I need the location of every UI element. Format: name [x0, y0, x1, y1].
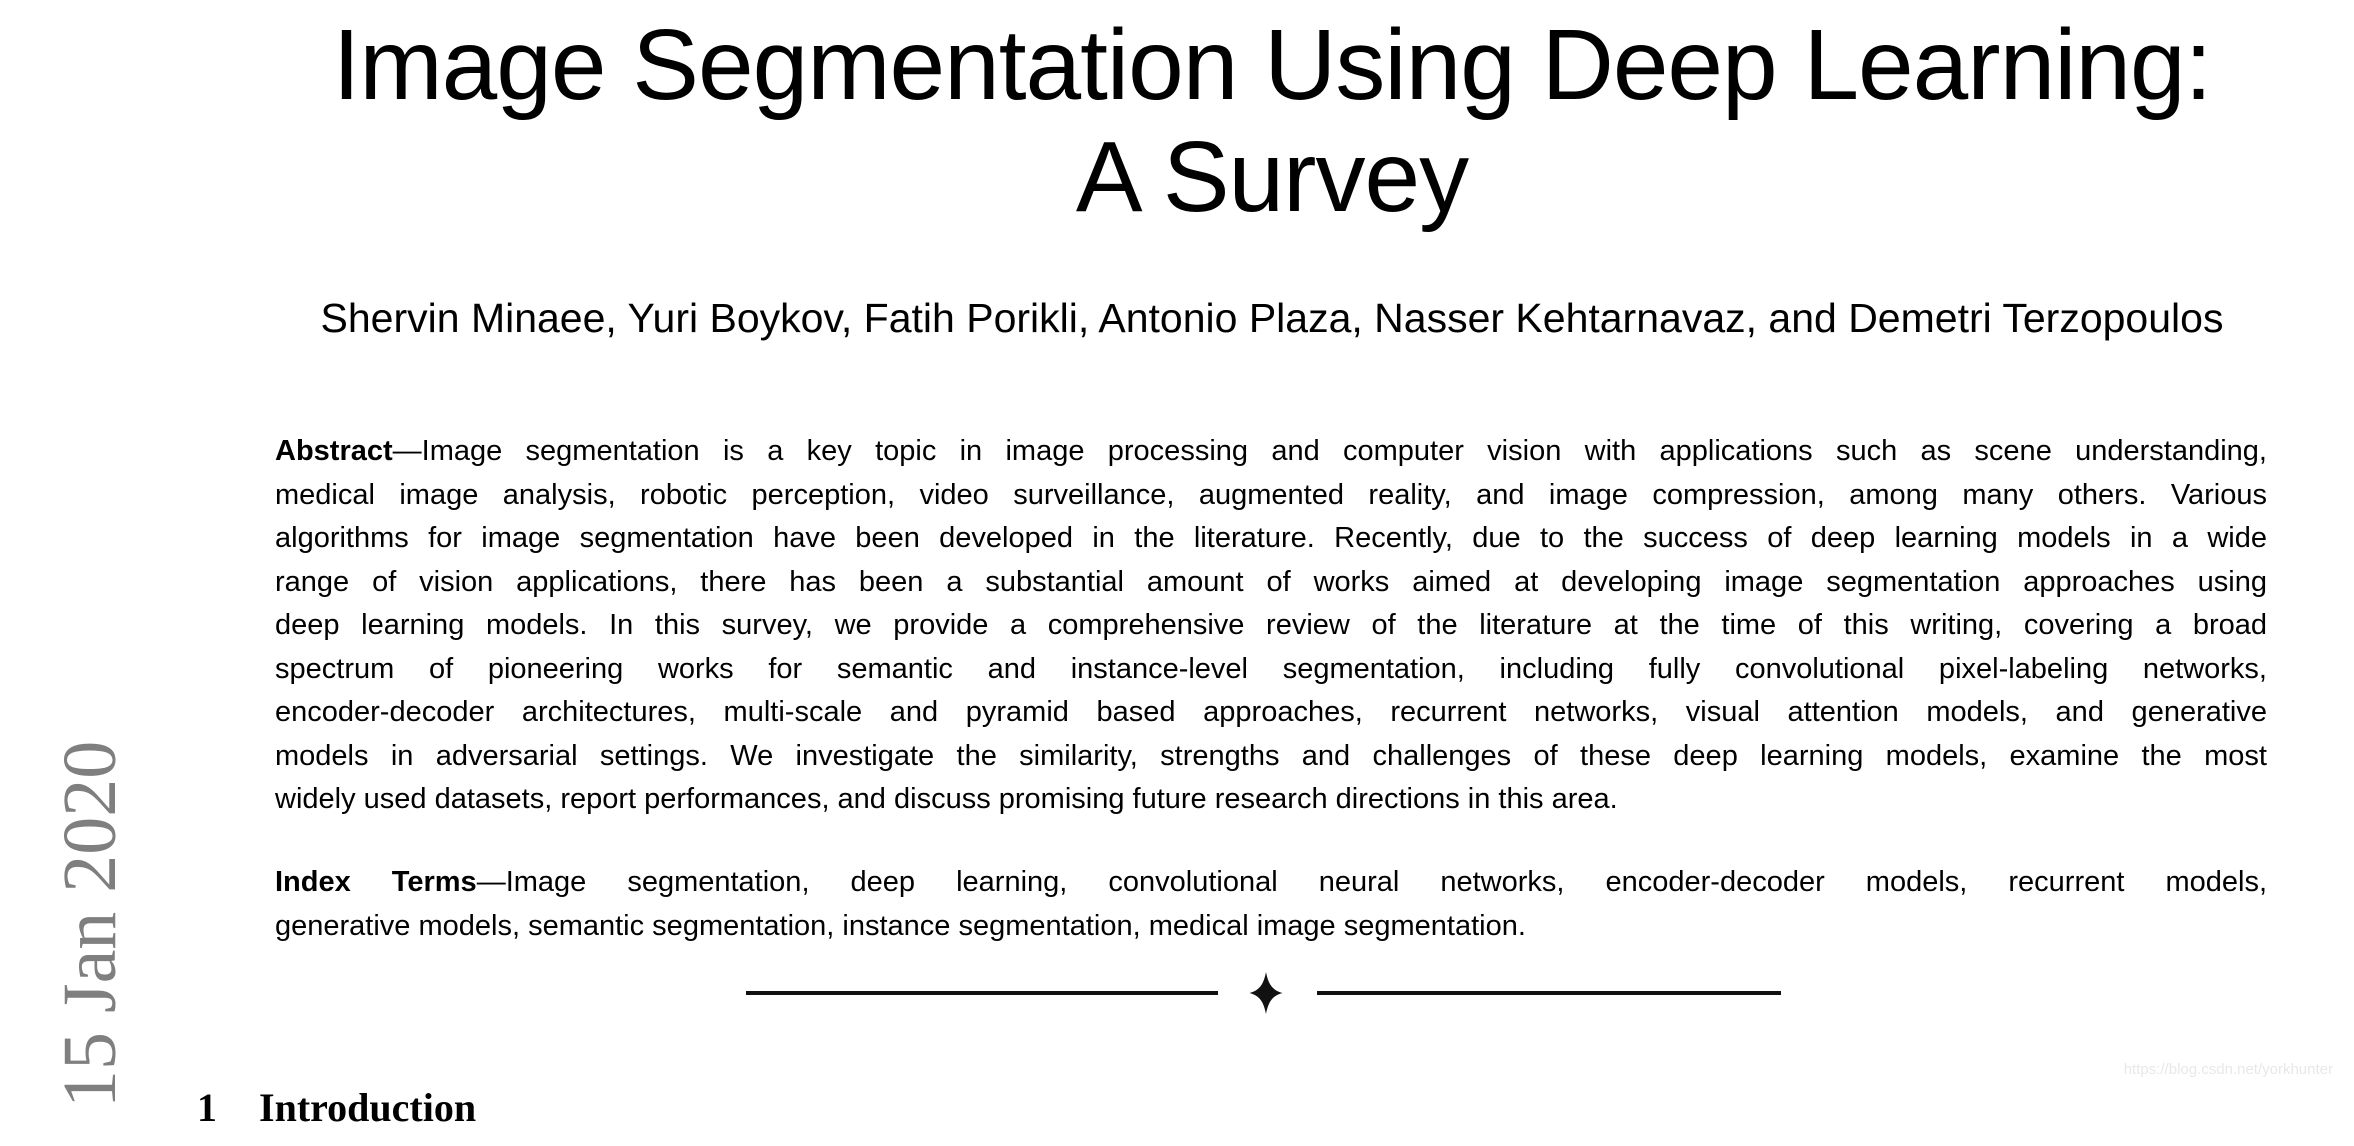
arxiv-date-stamp: 15 Jan 2020: [48, 740, 132, 1108]
abstract-line: widely used datasets, report performances, and discuss promising future research directions in this area.: [275, 783, 1618, 815]
abstract-line: models in adversarial settings. We investigate the similarity, strengths and challenges of these deep learning models, examine the most: [275, 739, 2267, 772]
paper-title-line1: Image Segmentation Using Deep Learning:: [332, 9, 2212, 121]
index-terms-line: generative models, semantic segmentation, instance segmentation, medical image segmentation.: [275, 909, 1526, 942]
abstract-line: algorithms for image segmentation have been developed in the literature. Recently, due to the success of deep learning models in a wide: [275, 522, 2267, 554]
next-section-number: 1: [197, 1085, 217, 1130]
next-section-word: Introduction: [259, 1085, 477, 1130]
abstract-label: Abstract: [275, 435, 393, 467]
paper-authors: Shervin Minaee, Yuri Boykov, Fatih Porikli, Antonio Plaza, Nasser Kehtarnavaz, and Demetri Terzopoulos: [320, 295, 2224, 341]
divider-rule-right: [1317, 991, 1781, 995]
abstract-line: medical image analysis, robotic perception, video surveillance, augmented reality, and image compression, among many others. Various: [275, 478, 2267, 511]
abstract-section: [275, 430, 2267, 822]
watermark-url: https://blog.csdn.net/yorkhunter: [2123, 1061, 2333, 1078]
abstract-line: encoder-decoder architectures, multi-scale and pyramid based approaches, recurrent networks, visual attention models, and generative: [275, 696, 2267, 728]
paper-title-line2: A Survey: [1075, 121, 1469, 233]
index-terms-label: Index Terms: [275, 866, 477, 898]
four-pointed-star-icon: [1248, 971, 1284, 1015]
index-terms-line: Index Terms—Image segmentation, deep learning, convolutional neural networks, encoder-decoder models, recurrent models,: [275, 866, 2267, 898]
divider-rule-left: [746, 991, 1218, 995]
abstract-line: spectrum of pioneering works for semantic and instance-level segmentation, including fully convolutional pixel-labeling networks,: [275, 652, 2267, 685]
abstract-line: range of vision applications, there has been a substantial amount of works aimed at developing image segmentation approaches using: [275, 565, 2267, 598]
abstract-line: Abstract—Image segmentation is a key topic in image processing and computer vision with applications such as scene understanding,: [275, 435, 2267, 467]
paper-title: [200, 9, 2344, 233]
abstract-line: deep learning models. In this survey, we provide a comprehensive review of the literature at the time of this writing, covering a broad: [275, 609, 2267, 641]
index-terms-section: [275, 861, 2267, 948]
next-section-heading-partial: [0, 1086, 700, 1146]
